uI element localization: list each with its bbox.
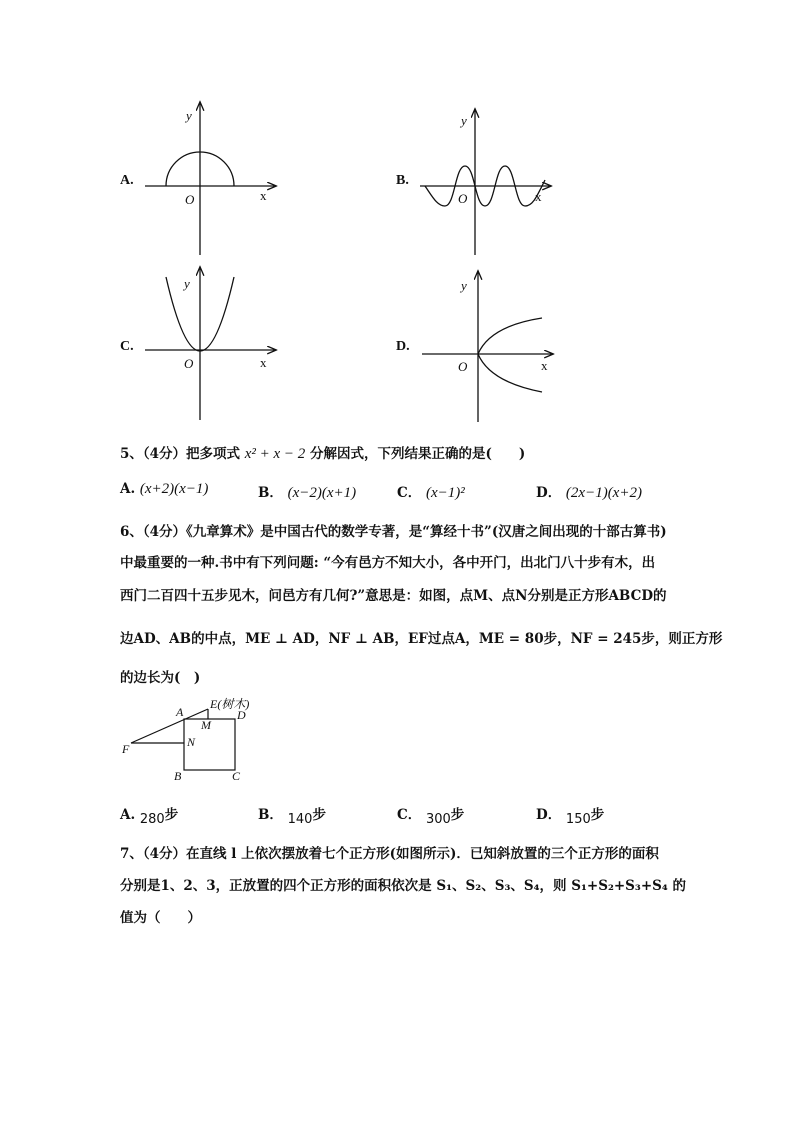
q5-option-d[interactable]: D． (2x−1)(x+2) [536,485,642,501]
graph-a-y: y [186,108,192,123]
q6-line: 西门二百四十五步见木，问邑方有几何?”意思是：如图，点M、点N分别是正方形ABCD的 [120,588,667,604]
graph-a [145,103,275,255]
graph-d-origin: O [458,359,468,374]
fig-label-m: M [201,718,211,732]
q7-line: 7、（4分）在直线 l 上依次摆放着七个正方形(如图所示)．已知斜放置的三个正方形的面积 [120,846,659,862]
fig-label-e: E(树木) [210,697,250,711]
q6-line: 6、（4分）《九章算术》是中国古代的数学专著，是“算经十书”(汉唐之间出现的十部古算书) [120,524,667,540]
q6-line: 的边长为( ) [120,670,201,686]
q6-line: 中最重要的一种.书中有下列问题: “今有邑方不知大小，各中开门，出北门八十步有木，出 [120,555,656,571]
q5-option-b[interactable]: B． (x−2)(x+1) [258,485,357,501]
graph-b-y: y [461,113,467,128]
fig-label-b: B [174,769,182,783]
q5-option-c[interactable]: C． (x−1)² [397,485,465,501]
graph-b-label: B. [396,173,409,188]
fig-label-n: N [187,735,196,749]
fig-label-f: F [122,742,130,756]
fig-label-c: C [232,769,241,783]
graph-a-origin: O [185,192,195,207]
graph-b-origin: O [458,191,468,206]
q7-line: 分别是1、2、3，正放置的四个正方形的面积依次是 S₁、S₂、S₃、S₄，则 S₁+S₂+S₃+S₄ 的 [120,878,687,894]
q6-line: 边AD、AB的中点，ME ⊥ AD，NF ⊥ AB，EF过点A，ME = 80步，NF = 245步，则正方形 [120,631,723,647]
graph-c-x: x [260,355,267,370]
graph-d-x: x [541,358,548,373]
graph-c-y: y [184,276,190,291]
graph-c-label: C. [120,339,134,354]
graph-d [422,272,552,422]
q5-option-a[interactable]: A. (x+2)(x−1) [120,481,209,497]
q6-option-d[interactable]: D． 150步 [536,807,605,827]
q6-option-a[interactable]: A. 280步 [120,807,179,827]
graph-d-y: y [461,278,467,293]
q6-option-c[interactable]: C． 300步 [397,807,465,827]
fig-label-a: A [176,705,184,719]
q5-stem: 5、（4分）把多项式 x² + x − 2 分解因式，下列结果正确的是( ) [120,446,526,462]
q6-option-b[interactable]: B． 140步 [258,807,326,827]
graph-c [145,268,275,420]
graph-a-x: x [260,188,267,203]
q7-line: 值为（ ） [120,910,201,926]
graph-a-label: A. [120,173,134,188]
graph-b-x: x [535,189,542,204]
fig-label-d: D [237,708,246,722]
graph-d-label: D. [396,339,410,354]
graph-b [420,110,550,255]
graph-c-origin: O [184,356,194,371]
